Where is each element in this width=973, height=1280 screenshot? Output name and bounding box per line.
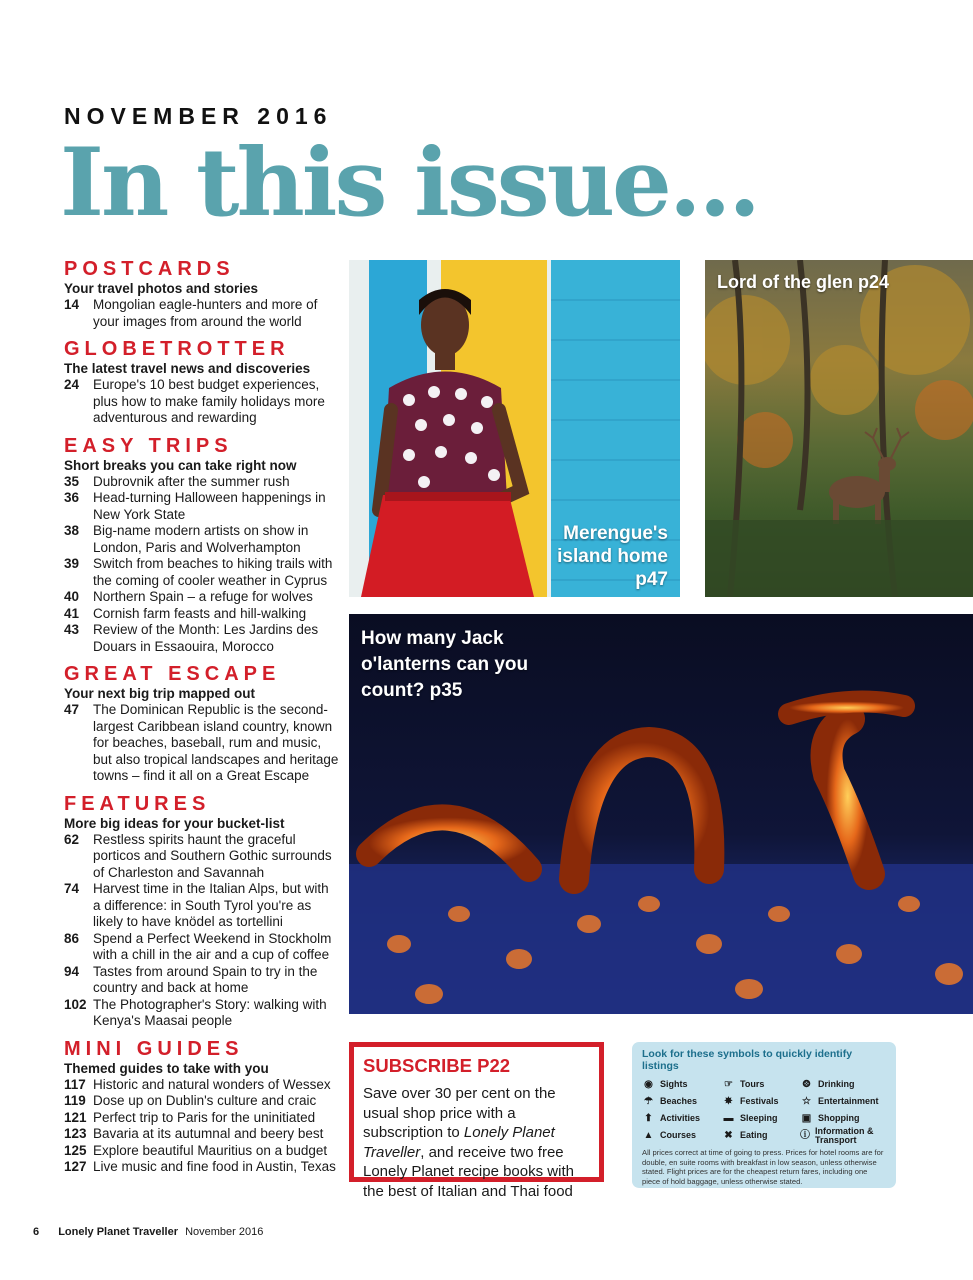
running-person-icon: ⬆: [644, 1113, 653, 1124]
symbol-item: [642, 1111, 722, 1126]
entry-text: Switch from beaches to hiking trails with the coming of cooler weather in Cyprus: [93, 556, 333, 588]
section-heading: FEATURES: [64, 792, 211, 815]
photo-stag: [705, 260, 973, 597]
entry-text: Explore beautiful Mauritius on a budget: [93, 1142, 328, 1158]
entry-text: Spend a Perfect Weekend in Stockholm with a chill in the air and a cup of coffee: [93, 930, 332, 962]
entry-text: Dose up on Dublin's culture and craic: [93, 1093, 317, 1108]
entry-text: Harvest time in the Italian Alps, but with a difference: in South Tyrol you're as likely to have knödel as tortellini: [93, 881, 329, 929]
subscribe-text-2: , and receive two free Lonely Planet recipe books with the best of Italian and Thai food: [363, 1143, 574, 1200]
section-heading: EASY TRIPS: [64, 434, 233, 457]
symbol-label: Sleeping: [740, 1113, 778, 1123]
section-heading: GLOBETROTTER: [64, 338, 290, 360]
symbol-item: [642, 1094, 722, 1109]
entry-text: Live music and fine food in Austin, Texas: [93, 1159, 336, 1174]
page-ref: 94: [64, 963, 80, 979]
issue-month: NOVEMBER 2016: [64, 103, 333, 129]
fireworks-icon: ✸: [724, 1096, 733, 1107]
subscribe-body: [363, 1084, 591, 1201]
entry-text: Bavaria at its autumnal and beery best: [93, 1126, 324, 1141]
toc-section: [64, 338, 339, 427]
toc-section: [64, 1038, 339, 1176]
stag-caption: Lord of the glen p24: [717, 272, 890, 292]
symbol-item: [800, 1125, 890, 1145]
symbol-label: Entertainment: [818, 1096, 879, 1106]
entry-text: Northern Spain – a refuge for wolves: [93, 589, 313, 604]
stag-illustration: [705, 260, 973, 597]
symbols-note: All prices correct at time of going to press. Prices for hotel rooms are for double, en suite rooms with breakfast in low season, unless otherwise stated. Flight prices are for the cheapest return fares, including one piece of hold baggage, unless otherwise stated.: [642, 1148, 884, 1186]
bed-icon: ▬: [723, 1113, 734, 1124]
toc-section: [64, 435, 339, 656]
entry-text: Mongolian eagle-hunters and more of your images from around the world: [93, 297, 318, 329]
page-number: 6: [33, 1226, 40, 1238]
star-icon: ☆: [802, 1096, 811, 1107]
toc-entry[interactable]: [64, 622, 339, 655]
symbols-title: Look for these symbols to quickly identify listings: [642, 1048, 853, 1072]
entry-text: The Dominican Republic is the second-largest Caribbean island country, known for beaches, baseball, rum and music, but also tropical landscapes and heritage towns – find it all on a Great Escape: [93, 702, 339, 783]
symbol-item: [722, 1094, 800, 1109]
merengue-caption: Merengue's island home p47: [557, 523, 668, 590]
symbol-label: Courses: [660, 1130, 697, 1140]
symbol-label: Sights: [660, 1079, 688, 1089]
symbol-label: Festivals: [740, 1096, 779, 1106]
toc-entry[interactable]: [64, 832, 339, 882]
page-ref: 117: [64, 1076, 86, 1092]
section-subheading: Your travel photos and stories: [64, 281, 259, 296]
symbol-item: [722, 1128, 800, 1143]
entry-text: The Photographer's Story: walking with Kenya's Maasai people: [93, 996, 327, 1028]
entry-text: Head-turning Halloween happenings in New York State: [93, 490, 326, 522]
subscribe-box[interactable]: [349, 1042, 604, 1200]
toc-entry[interactable]: [64, 1110, 339, 1127]
toc-entry[interactable]: [64, 1077, 339, 1094]
toc-entry[interactable]: [64, 881, 339, 931]
toc-section: [64, 258, 339, 330]
page-ref: 14: [64, 297, 80, 312]
page-ref: 47: [64, 702, 80, 717]
cutlery-icon: ✖: [724, 1130, 733, 1141]
page-ref: 24: [64, 377, 80, 392]
page-ref: 36: [64, 490, 80, 505]
symbols-legend: [632, 1042, 896, 1188]
symbol-item: [722, 1111, 800, 1126]
toc-entry[interactable]: [64, 297, 339, 330]
toc-entry[interactable]: [64, 589, 339, 606]
umbrella-icon: ☂: [644, 1096, 653, 1107]
section-subheading: Short breaks you can take right now: [64, 457, 297, 473]
page-ref: 41: [64, 605, 80, 621]
shopping-bag-icon: ▣: [801, 1113, 812, 1124]
eye-icon: ◉: [644, 1079, 653, 1090]
photo-merengue: [349, 260, 680, 597]
toc-section: [64, 793, 339, 1030]
page-title: In this issue...: [60, 128, 759, 238]
subscribe-text-1: Save over 30 per cent on the usual shop price with a subscription to: [363, 1085, 556, 1141]
page-ref: 35: [64, 473, 80, 489]
symbol-item: [722, 1077, 800, 1092]
photo-pumpkins: [349, 614, 973, 1014]
section-subheading: The latest travel news and discoveries: [64, 361, 311, 376]
entry-text: Dubrovnik after the summer rush: [93, 473, 290, 489]
page-ref: 123: [64, 1126, 87, 1141]
page-ref: 62: [64, 831, 80, 847]
symbol-item: [642, 1077, 722, 1092]
page-ref: 40: [64, 589, 80, 604]
symbol-item: [800, 1077, 890, 1092]
page-ref: 39: [64, 556, 80, 571]
page-ref: 121: [64, 1109, 87, 1125]
entry-text: Cornish farm feasts and hill-walking: [93, 605, 307, 621]
entry-text: Restless spirits haunt the graceful porticos and Southern Gothic surrounds of Charleston and Savannah: [93, 831, 332, 880]
symbol-label: Tours: [740, 1079, 765, 1089]
toc-entry[interactable]: [64, 997, 339, 1030]
footer-issue: November 2016: [185, 1226, 264, 1238]
toc-section: [64, 663, 339, 785]
symbol-label: Eating: [740, 1130, 768, 1140]
page-ref: 119: [64, 1093, 86, 1108]
page-ref: 86: [64, 930, 80, 946]
toc-entry[interactable]: [64, 1126, 339, 1143]
section-subheading: Your next big trip mapped out: [64, 686, 255, 701]
subscribe-magazine-name: Lonely Planet Traveller: [363, 1124, 555, 1161]
toc-entry[interactable]: [64, 556, 339, 589]
page-ref: 74: [64, 881, 80, 896]
pointing-hand-icon: ☞: [724, 1079, 733, 1090]
toc-entry[interactable]: [64, 474, 339, 491]
symbols-grid: [642, 1077, 886, 1143]
toc-entry[interactable]: [64, 964, 339, 997]
toc-entry[interactable]: [64, 377, 339, 427]
toc-entry[interactable]: [64, 490, 339, 523]
symbol-label: Activities: [660, 1113, 701, 1123]
toc-entry[interactable]: [64, 931, 339, 964]
page-ref: 38: [64, 523, 80, 538]
entry-text: Europe's 10 best budget experiences, plus how to make family holidays more adventurous and rewarding: [93, 377, 325, 425]
page-ref: 127: [64, 1159, 87, 1174]
symbol-label: Shopping: [818, 1113, 860, 1123]
symbol-label: Beaches: [660, 1096, 698, 1106]
section-heading: GREAT ESCAPE: [64, 663, 281, 685]
entry-text: Review of the Month: Les Jardins des Douars in Essaouira, Morocco: [93, 622, 319, 654]
toc-entry[interactable]: [64, 523, 339, 556]
entry-text: Perfect trip to Paris for the uninitiated: [93, 1109, 316, 1125]
subscribe-title: SUBSCRIBE P22: [363, 1055, 511, 1076]
toc-entry[interactable]: [64, 1159, 339, 1176]
symbol-item: [800, 1094, 890, 1109]
page-ref: 125: [64, 1142, 87, 1158]
toc-entry[interactable]: [64, 1093, 339, 1110]
entry-text: Tastes from around Spain to try in the country and back at home: [93, 963, 318, 995]
symbol-label: Drinking: [818, 1079, 855, 1089]
page-footer: [33, 1226, 263, 1238]
symbol-label: Information & Transport: [815, 1125, 874, 1145]
section-heading: MINI GUIDES: [64, 1037, 244, 1060]
graduation-cap-icon: ▲: [643, 1130, 654, 1141]
symbol-item: [800, 1111, 890, 1126]
info-icon: ⓘ: [800, 1130, 810, 1141]
toc-entry[interactable]: [64, 702, 339, 785]
section-subheading: More big ideas for your bucket-list: [64, 815, 285, 831]
entry-text: Historic and natural wonders of Wessex: [93, 1076, 331, 1092]
page-ref: 43: [64, 622, 80, 637]
symbol-item: [642, 1128, 722, 1143]
toc-entry[interactable]: [64, 606, 339, 623]
wine-glass-icon: ⨷: [802, 1079, 811, 1090]
section-heading: POSTCARDS: [64, 258, 235, 280]
page-ref: 102: [64, 996, 87, 1012]
pumpkin-caption: How many Jack o'lanterns can you count? p35: [361, 628, 529, 701]
entry-text: Big-name modern artists on show in London, Paris and Wolverhampton: [93, 523, 309, 555]
table-of-contents: [64, 258, 339, 1184]
section-subheading: Themed guides to take with you: [64, 1060, 269, 1076]
toc-entry[interactable]: [64, 1143, 339, 1160]
magazine-name: Lonely Planet Traveller: [58, 1226, 179, 1238]
